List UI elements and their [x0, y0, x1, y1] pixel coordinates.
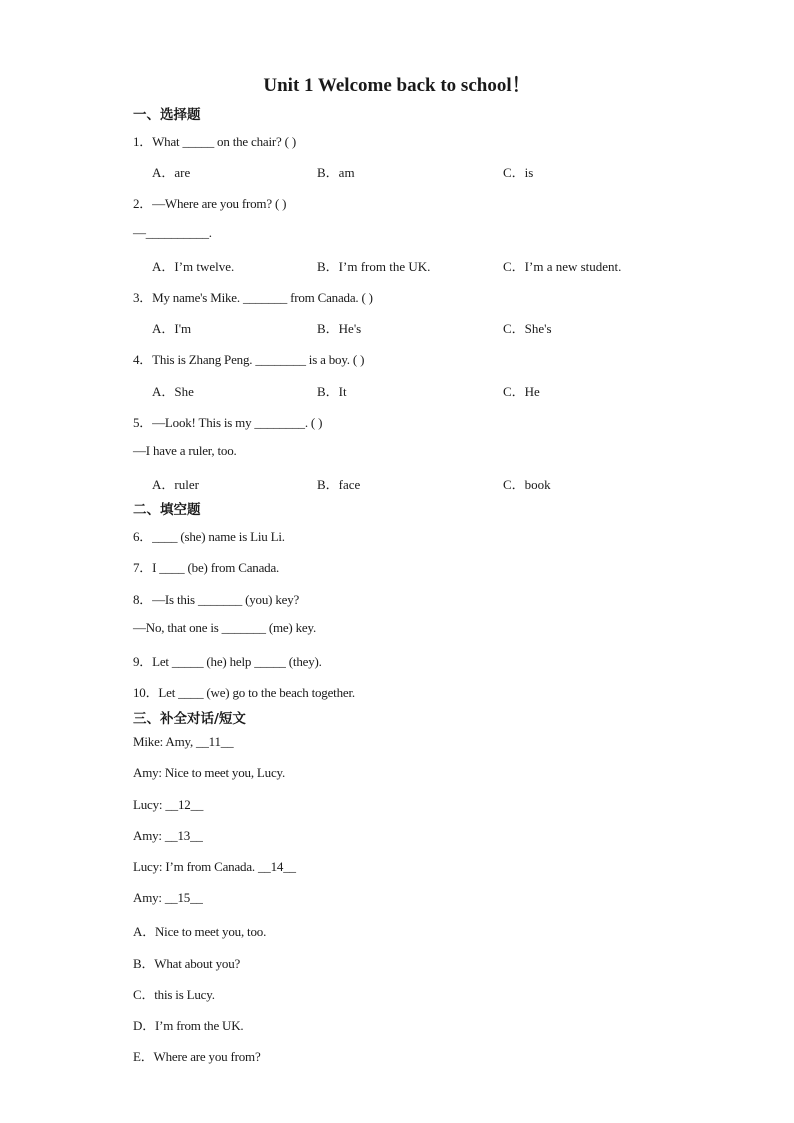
question-5-response: —I have a ruler, too.	[133, 443, 237, 458]
q4-option-a: A．She	[152, 384, 194, 399]
question-5: 5．—Look! This is my ________. ( )	[133, 415, 323, 430]
q1-option-b: B．am	[317, 165, 355, 180]
dialogue-line-2	[133, 765, 285, 781]
dialogue-speaker: Amy:	[133, 890, 165, 905]
section-heading-dialogue: 三、补全对话/短文	[133, 711, 246, 727]
q1-option-c: C．is	[503, 165, 534, 180]
dialogue-blank-15: __15__	[164, 890, 203, 905]
question-2: 2．—Where are you from? ( )	[133, 196, 287, 211]
dialogue-option-d: D．I’m from the UK.	[133, 1018, 244, 1033]
question-3: 3．My name's Mike. _______ from Canada. ( )	[133, 290, 373, 305]
dialogue-blank-12: __12__	[165, 797, 204, 812]
dialogue-line-4	[133, 828, 203, 844]
section-heading-fill: 二、填空题	[133, 502, 201, 518]
q5-option-a: A．ruler	[152, 477, 199, 492]
fill-question-10: 10．Let ____ (we) go to the beach together.	[133, 685, 355, 700]
dialogue-line-6	[133, 890, 203, 906]
q4-option-b: B．It	[317, 384, 347, 399]
page-title: Unit 1 Welcome back to school！	[263, 75, 531, 96]
section-heading-choice: 一、选择题	[133, 107, 201, 123]
q5-option-b: B．face	[317, 477, 361, 492]
dialogue-speaker: Mike: Amy,	[133, 734, 197, 749]
dialogue-option-b: B．What about you?	[133, 956, 241, 971]
q2-option-c: C．I’m a new student.	[503, 259, 622, 274]
q3-option-a: A．I'm	[152, 321, 192, 336]
q3-option-b: B．He's	[317, 321, 362, 336]
dialogue-blank-11: __11__	[196, 734, 234, 749]
fill-question-8: 8．—Is this _______ (you) key?	[133, 592, 300, 607]
dialogue-option-a: A．Nice to meet you, too.	[133, 924, 267, 939]
dialogue-line-3	[133, 797, 203, 813]
fill-question-9: 9．Let _____ (he) help _____ (they).	[133, 654, 322, 669]
dialogue-speaker: Amy:	[133, 828, 165, 843]
question-2-response: —__________.	[133, 225, 212, 240]
dialogue-line-1	[133, 734, 233, 750]
q1-option-a: A．are	[152, 165, 191, 180]
dialogue-blank-14: __14__	[258, 859, 296, 874]
q5-option-c: C．book	[503, 477, 551, 492]
q2-option-a: A．I’m twelve.	[152, 259, 235, 274]
fill-question-6: 6．____ (she) name is Liu Li.	[133, 529, 285, 544]
q3-option-c: C．She's	[503, 321, 552, 336]
q2-option-b: B．I’m from the UK.	[317, 259, 431, 274]
question-4: 4．This is Zhang Peng. ________ is a boy. ( )	[133, 352, 365, 367]
dialogue-line-5	[133, 859, 296, 875]
dialogue-speaker: Amy: Nice to meet you, Lucy.	[133, 765, 286, 780]
q4-option-c: C．He	[503, 384, 540, 399]
dialogue-option-e: E．Where are you from?	[133, 1049, 261, 1064]
fill-question-7: 7．I ____ (be) from Canada.	[133, 560, 280, 575]
dialogue-speaker: Lucy:	[133, 797, 166, 812]
question-1: 1．What _____ on the chair? ( )	[133, 134, 296, 149]
dialogue-option-c: C．this is Lucy.	[133, 987, 215, 1002]
dialogue-blank-13: __13__	[164, 828, 203, 843]
fill-question-8-response: —No, that one is _______ (me) key.	[133, 620, 316, 635]
dialogue-speaker: Lucy: I’m from Canada.	[133, 859, 258, 874]
